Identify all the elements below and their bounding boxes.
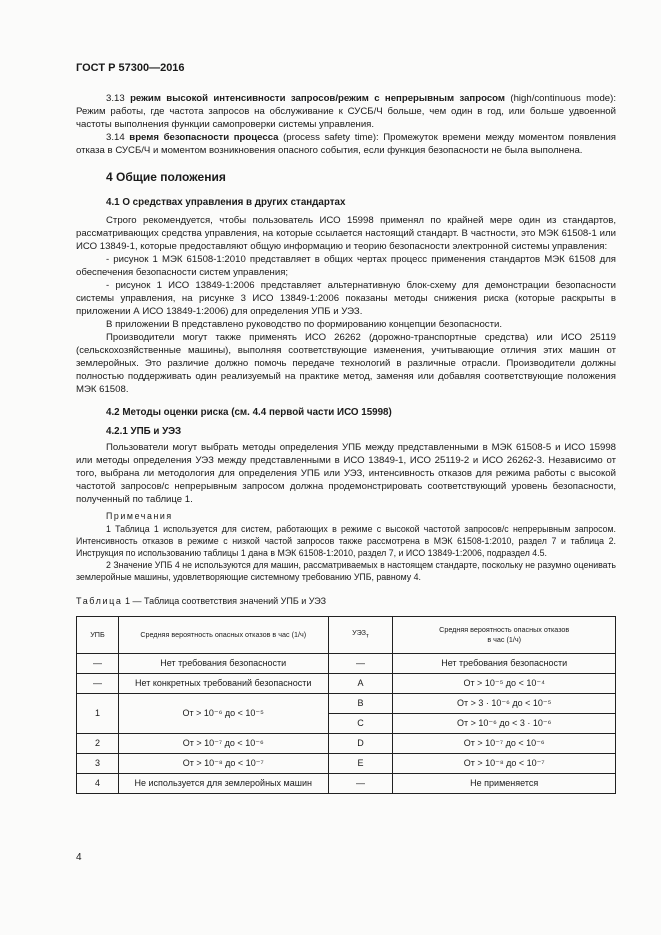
list-item: - рисунок 1 МЭК 61508-1:2010 представляет в общих чертах процесс применения стандартов МЭК 61508 для обеспечения безопасности систем управления; xyxy=(76,254,616,278)
list-item: - рисунок 1 ИСО 13849-1:2006 представляет альтернативную блок-схему для демонстрации безопасности системы управления, на рисунке 3 ИСО 13849-1:2006 показаны методы снижения риска (которые раскрыты в приложении А ИСО 13849-1:2006) для определения УПБ и УЭЗ. xyxy=(76,280,616,317)
term-number: 3.13 xyxy=(106,93,125,104)
cell-upb: — xyxy=(77,674,119,694)
cell-prob-2: От > 10⁻⁷ до < 10⁻⁶ xyxy=(393,734,616,754)
section-heading-4: 4 Общие положения xyxy=(106,170,226,184)
table-row xyxy=(77,654,616,674)
header-upb: УПБ xyxy=(77,617,119,654)
upb-uez-table xyxy=(76,616,616,794)
cell-prob-1: От > 10⁻⁷ до < 10⁻⁶ xyxy=(118,734,328,754)
cell-prob-2: От > 10⁻⁶ до < 3 · 10⁻⁶ xyxy=(393,714,616,734)
term-name: режим высокой интенсивности запросов/режим с непрерывным запросом xyxy=(130,93,505,104)
term-number: 3.14 xyxy=(106,132,125,143)
term-3-13 xyxy=(76,92,616,131)
table-caption xyxy=(76,595,616,608)
table-row xyxy=(77,754,616,774)
notes-title: Примечания xyxy=(106,511,173,521)
cell-uez: — xyxy=(328,774,393,794)
paragraph: Пользователи могут выбрать методы определения УПБ между представленными в МЭК 61508-5 и ИСО 15998 или методы определения УЭЗ между представленными в ИСО 13849-1, ИСО 25119-2 и ИСО 26262-3. Независимо от того, выбрана ли методология для определения УПБ или УЭЗ, интенсивность отказов для режима работы с высокой частотой запросов/с непрерывным запросом должна продемонстрировать соответствующий уровень безопасности, полученный по таблице 1. xyxy=(76,442,616,505)
cell-upb: — xyxy=(77,654,119,674)
cell-upb: 2 xyxy=(77,734,119,754)
paragraph: Строго рекомендуется, чтобы пользователь ИСО 15998 применял по крайней мере один из стандартов, рассматривающих средства управления, на которые ссылается настоящий стандарт. В частности, это МЭК 61508-1 или ИСО 13849-1, которые предоставляют общую информацию и теорию безопасности электронной системы управления: xyxy=(76,215,616,252)
table-caption-label: Таблица xyxy=(76,596,123,606)
cell-prob-2: От > 10⁻⁸ до < 10⁻⁷ xyxy=(393,754,616,774)
paragraph: Производители могут также применять ИСО 26262 (дорожно-транспортные средства) или ИСО 25119 (сельскохозяйственные машины), выполняя соответствующие изменения, учитывающие отличия этих машин от землеройных. Это различие должно помочь передаче технологий в различные отрасли. Производители должны полностью поддерживать один реализуемый на практике метод, заменяя или добавляя соответствующие положения МЭК 61508. xyxy=(76,332,616,395)
cell-uez: A xyxy=(328,674,393,694)
table-row xyxy=(77,734,616,754)
cell-uez: B xyxy=(328,694,393,714)
cell-upb: 1 xyxy=(77,694,119,734)
note-item: 2 Значение УПБ 4 не используются для машин, рассматриваемых в настоящем стандарте, поскольку не разумно оценивать землеройные машины, удовлетворяющие системному требованию УПБ, равному 4. xyxy=(76,560,616,582)
cell-uez: D xyxy=(328,734,393,754)
cell-prob-1: Не используется для землеройных машин xyxy=(118,774,328,794)
table-caption-text: 1 — Таблица соответствия значений УПБ и УЭЗ xyxy=(122,596,327,606)
table-row xyxy=(77,694,616,714)
cell-prob-1: Нет требования безопасности xyxy=(118,654,328,674)
table-row xyxy=(77,674,616,694)
cell-upb: 4 xyxy=(77,774,119,794)
header-avg-prob-2: Средняя вероятность опасных отказов в час (1/ч) xyxy=(393,617,616,654)
note-item: 1 Таблица 1 используется для систем, работающих в режиме с высокой частотой запросов/с непрерывным запросом. Интенсивность отказов в режиме с низкой частой запросов также рассмотрена в МЭК 61508-1:2010, раздел 7 и таблица 2. Инструкция по использованию таблицы 1 дана в МЭК 61508-1:2010, раздел 7, и ИСО 13849-1:2006, подраздел 4.5. xyxy=(76,524,616,558)
paragraph: В приложении В представлено руководство по формированию концепции безопасности. xyxy=(106,319,503,330)
cell-prob-1: От > 10⁻⁶ до < 10⁻⁵ xyxy=(118,694,328,734)
cell-prob-2: Нет требования безопасности xyxy=(393,654,616,674)
subsection-heading-4-2-1: 4.2.1 УПБ и УЭЗ xyxy=(106,426,182,437)
cell-upb: 3 xyxy=(77,754,119,774)
subsection-heading-4-2: 4.2 Методы оценки риска (см. 4.4 первой части ИСО 15998) xyxy=(106,407,392,418)
page-content xyxy=(76,92,616,794)
cell-uez: E xyxy=(328,754,393,774)
header-uez: $УЭЗ_т$ xyxy=(328,617,393,654)
document-header: ГОСТ Р 57300—2016 xyxy=(76,62,185,74)
table-header-row xyxy=(77,617,616,654)
cell-prob-1: Нет конкретных требований безопасности xyxy=(118,674,328,694)
cell-prob-2: От > 10⁻⁵ до < 10⁻⁴ xyxy=(393,674,616,694)
cell-uez: — xyxy=(328,654,393,674)
table-row xyxy=(77,774,616,794)
cell-prob-2: Не применяется xyxy=(393,774,616,794)
header-avg-prob-1: Средняя вероятность опасных отказов в час (1/ч) xyxy=(118,617,328,654)
subsection-heading-4-1: 4.1 О средствах управления в других стандартах xyxy=(106,197,346,208)
term-3-14 xyxy=(76,131,616,157)
term-definition: (process safety time): Промежуток времени между моментом появления отказа в СУСБ/Ч и моментом возникновения опасного события, если функция безопасности не была выполнена. xyxy=(76,132,616,156)
term-definition: (high/continuous mode): Режим работы, где частота запросов на обслуживание к СУСБ/Ч больше, чем один в год, или больше удвоенной частоты выполнения функции самопроверки системы управления. xyxy=(76,93,616,130)
cell-prob-2: От > 3 · 10⁻⁶ до < 10⁻⁵ xyxy=(393,694,616,714)
cell-prob-1: От > 10⁻⁸ до < 10⁻⁷ xyxy=(118,754,328,774)
cell-uez: C xyxy=(328,714,393,734)
term-name: время безопасности процесса xyxy=(129,132,279,143)
notes-block xyxy=(76,510,616,583)
page-number: 4 xyxy=(76,852,82,863)
